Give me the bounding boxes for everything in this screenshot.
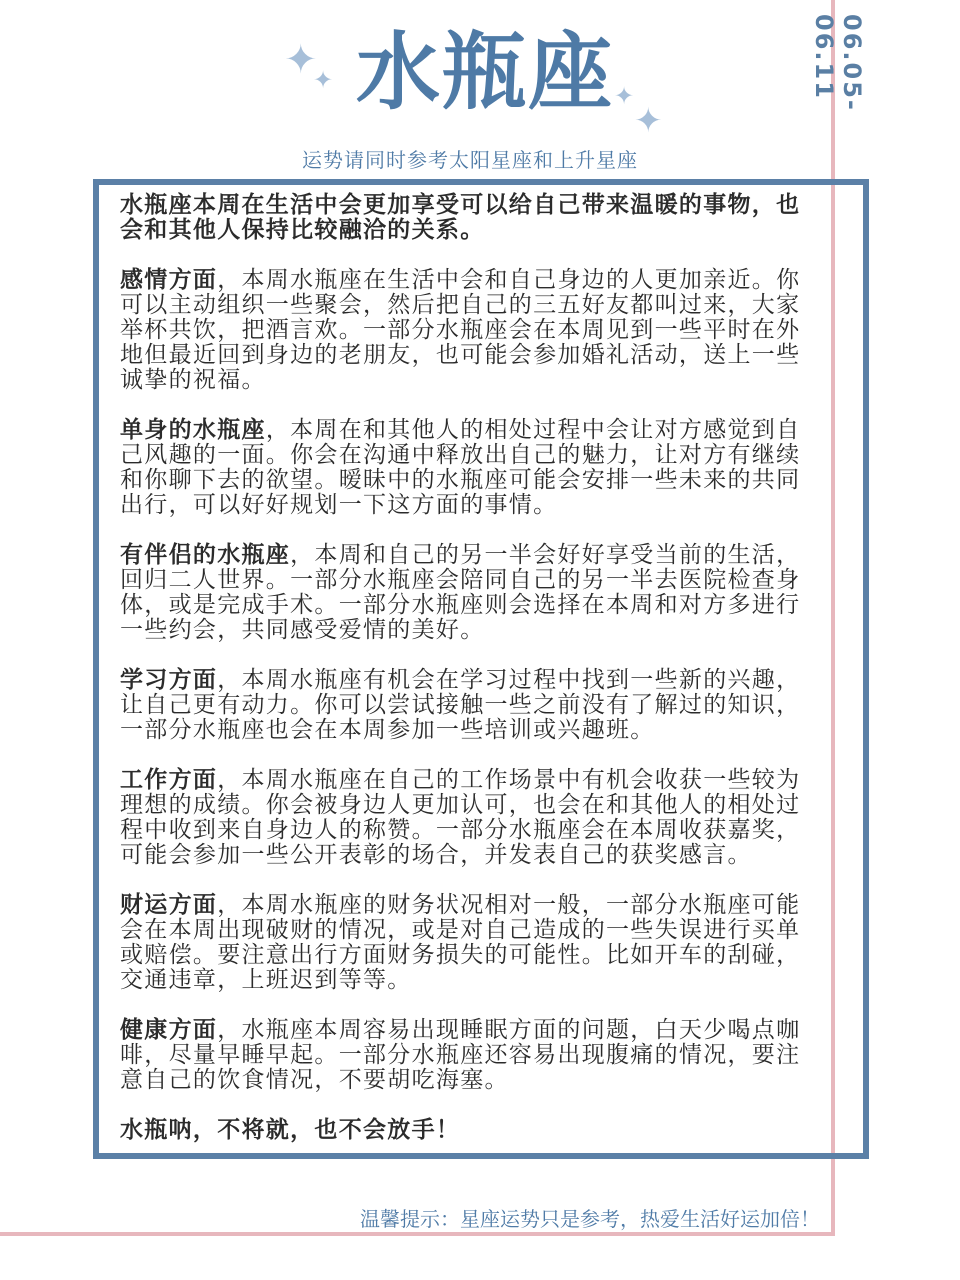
closing-line: 水瓶呐，不将就，也不会放手！ — [120, 1117, 461, 1143]
section-text: ，本周水瓶座的财务状况相对一般，一部分水瓶座可能会在本周出现破财的情况，或是对自己造成的一些失误进行买单或赔偿。要注意出行方面财务损失的可能性。比如开车的刮碰，交通违章，上班迟到等等。 — [120, 892, 801, 993]
page-subtitle: 运势请同时参考太阳星座和上升星座 — [302, 148, 638, 172]
section-heading: 有伴侣的水瓶座 — [120, 542, 291, 568]
intro-paragraph: 水瓶座本周在生活中会更加享受可以给自己带来温暖的事物，也会和其他人保持比较融洽的关系。 — [120, 192, 801, 243]
pink-horizontal-line — [0, 1232, 835, 1236]
section-heading: 单身的水瓶座 — [120, 417, 266, 443]
sparkle-icon: ✦ — [313, 66, 334, 94]
section-heading: 财运方面 — [120, 892, 218, 918]
section-heading: 感情方面 — [120, 267, 218, 293]
sparkle-icon: ✦ — [284, 37, 318, 83]
section-single — [120, 418, 820, 518]
date-range: 06.05-06.11 — [810, 14, 866, 112]
section-love — [120, 268, 820, 393]
page-title: 水瓶座 — [355, 23, 614, 121]
section-heading: 工作方面 — [120, 767, 218, 793]
horoscope-content — [120, 193, 820, 1168]
section-text: ，本周水瓶座在自己的工作场景中有机会收获一些较为理想的成绩。你会被身边人更加认可，也会在和其他人的相处过程中收到来自身边人的称赞。一部分水瓶座会在本周收获嘉奖，可能会参加一些公开表彰的场合，并发表自己的获奖感言。 — [120, 767, 801, 868]
section-heading: 健康方面 — [120, 1017, 218, 1043]
section-text: ，水瓶座本周容易出现睡眠方面的问题，白天少喝点咖啡，尽量早睡早起。一部分水瓶座还容易出现腹痛的情况，要注意自己的饮食情况，不要胡吃海塞。 — [120, 1017, 801, 1093]
section-partnered — [120, 543, 820, 643]
section-text: ，本周水瓶座有机会在学习过程中找到一些新的兴趣，让自己更有动力。你可以尝试接触一些之前没有了解过的知识，一部分水瓶座也会在本周参加一些培训或兴趣班。 — [120, 667, 801, 743]
footer-tip: 温馨提示：星座运势只是参考，热爱生活好运加倍！ — [360, 1207, 820, 1231]
section-study — [120, 668, 820, 743]
section-work — [120, 768, 820, 868]
section-text: ，本周和自己的另一半会好好享受当前的生活，回归二人世界。一部分水瓶座会陪同自己的另一半去医院检查身体，或是完成手术。一部分水瓶座则会选择在本周和对方多进行一些约会，共同感受爱情的美好。 — [120, 542, 801, 643]
section-text: ，本周水瓶座在生活中会和自己身边的人更加亲近。你可以主动组织一些聚会，然后把自己的三五好友都叫过来，大家举杯共饮，把酒言欢。一部分水瓶座会在本周见到一些平时在外地但最近回到身边的老朋友，也可能会参加婚礼活动，送上一些诚挚的祝福。 — [120, 267, 801, 393]
section-health — [120, 1018, 820, 1093]
section-heading: 学习方面 — [120, 667, 218, 693]
sparkle-icon: ✦ — [614, 82, 635, 110]
sparkle-icon: ✦ — [634, 101, 663, 141]
section-wealth — [120, 893, 820, 993]
section-text: ，本周在和其他人的相处过程中会让对方感觉到自己风趣的一面。你会在沟通中释放出自己的魅力，让对方有继续和你聊下去的欲望。暧昧中的水瓶座可能会安排一些未来的共同出行，可以好好规划一下这方面的事情。 — [120, 417, 801, 518]
